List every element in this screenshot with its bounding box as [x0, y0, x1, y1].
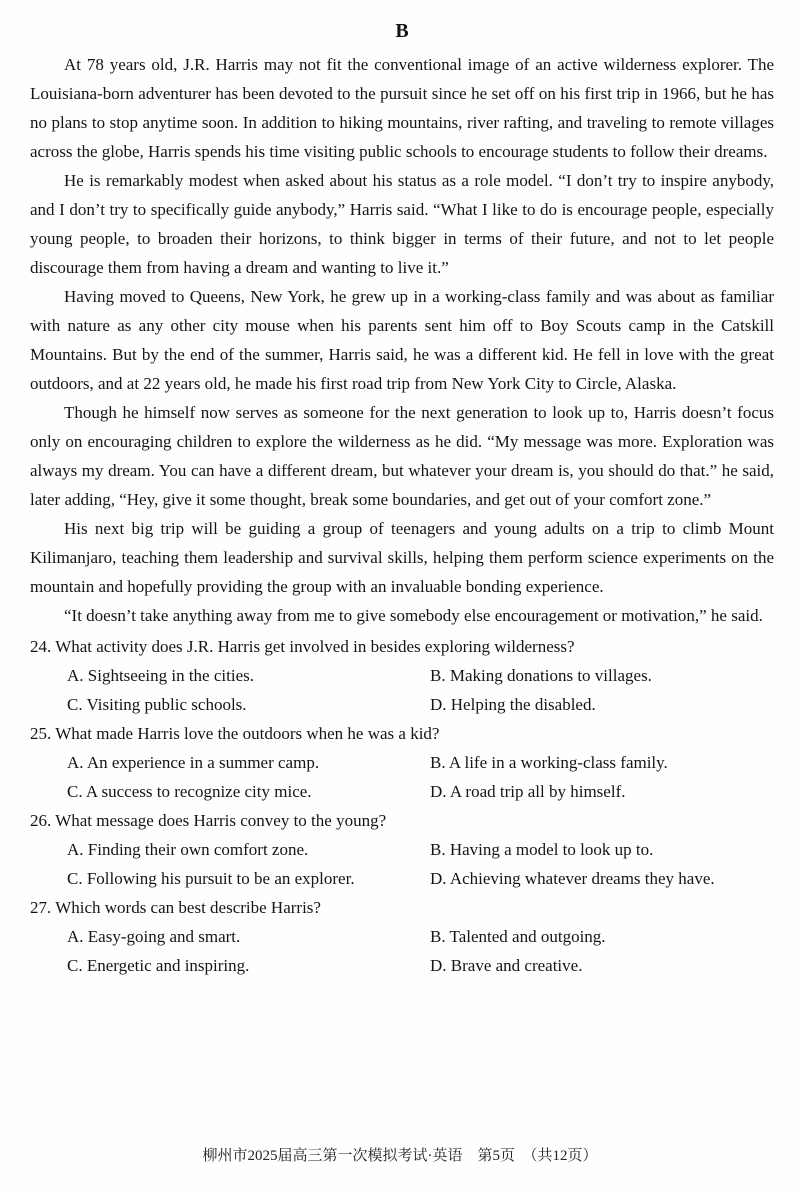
question-27-stem: 27. Which words can best describe Harris?	[30, 898, 321, 917]
option-25-d: D. A road trip all by himself.	[430, 782, 626, 801]
question-26	[30, 806, 774, 893]
passage-paragraph-5: His next big trip will be guiding a group of teenagers and young adults on a trip to climb Mount Kilimanjaro, teaching them leadership and survival skills, helping them perform science experiments on the mountain and hopefully providing the group with an invaluable bonding experience.	[30, 519, 774, 596]
question-25-stem: 25. What made Harris love the outdoors when he was a kid?	[30, 724, 440, 743]
question-27	[30, 893, 774, 980]
question-25-options	[30, 748, 774, 806]
option-26-a: A. Finding their own comfort zone.	[67, 840, 309, 859]
option-27-d: D. Brave and creative.	[430, 956, 583, 975]
passage-paragraph-6: “It doesn’t take anything away from me to give somebody else encouragement or motivation,” he said.	[64, 606, 763, 625]
option-24-d: D. Helping the disabled.	[430, 695, 596, 714]
passage-paragraph-3: Having moved to Queens, New York, he grew up in a working-class family and was about as familiar with nature as any other city mouse when his parents sent him off to Boy Scouts camp in the Catskill Mountains. But by the end of the summer, Harris said, he was a different kid. He fell in love with the great outdoors, and at 22 years old, he made his first road trip from New York City to Circle, Alaska.	[30, 287, 774, 393]
option-26-c: C. Following his pursuit to be an explorer.	[67, 869, 355, 888]
question-27-options	[30, 922, 774, 980]
option-27-c: C. Energetic and inspiring.	[67, 956, 250, 975]
section-label: B	[395, 20, 409, 42]
option-24-a: A. Sightseeing in the cities.	[67, 666, 254, 685]
option-25-a: A. An experience in a summer camp.	[67, 753, 320, 772]
passage-paragraph-1: At 78 years old, J.R. Harris may not fit the conventional image of an active wilderness explorer. The Louisiana-born adventurer has been devoted to the pursuit since he set off on his first trip in 1966, but he has no plans to stop anytime soon. In addition to hiking mountains, river rafting, and traveling to remote villages across the globe, Harris spends his time visiting public schools to encourage students to follow their dreams.	[30, 55, 774, 161]
option-25-c: C. A success to recognize city mice.	[67, 782, 312, 801]
passage-paragraph-2: He is remarkably modest when asked about his status as a role model. “I don’t try to inspire anybody, and I don’t try to specifically guide anybody,” Harris said. “What I like to do is encourage people, especially young people, to broaden their horizons, to think bigger in terms of their future, and not to let people discourage them from having a dream and wanting to live it.”	[30, 171, 774, 277]
option-25-b: B. A life in a working-class family.	[430, 753, 668, 772]
passage-paragraph-4: Though he himself now serves as someone for the next generation to look up to, Harris doesn’t focus only on encouraging children to explore the wilderness as he did. “My message was more. Exploration was always my dream. You can have a different dream, but whatever your dream is, you should do that.” he said, later adding, “Hey, give it some thought, break some boundaries, and get out of your comfort zone.”	[30, 403, 774, 509]
option-26-d: D. Achieving whatever dreams they have.	[430, 869, 715, 888]
question-26-options	[30, 835, 774, 893]
question-26-stem: 26. What message does Harris convey to the young?	[30, 811, 387, 830]
option-24-b: B. Making donations to villages.	[430, 666, 652, 685]
question-24-stem: 24. What activity does J.R. Harris get involved in besides exploring wilderness?	[30, 637, 575, 656]
questions-section	[30, 632, 774, 980]
question-25	[30, 719, 774, 806]
option-27-b: B. Talented and outgoing.	[430, 927, 606, 946]
question-24	[30, 632, 774, 719]
option-27-a: A. Easy-going and smart.	[67, 927, 241, 946]
page-footer	[0, 1146, 800, 1166]
option-26-b: B. Having a model to look up to.	[430, 840, 654, 859]
footer-text: 柳州市2025届高三第一次模拟考试·英语 第5页 （共12页）	[202, 1148, 598, 1164]
option-24-c: C. Visiting public schools.	[67, 695, 247, 714]
question-24-options	[30, 661, 774, 719]
